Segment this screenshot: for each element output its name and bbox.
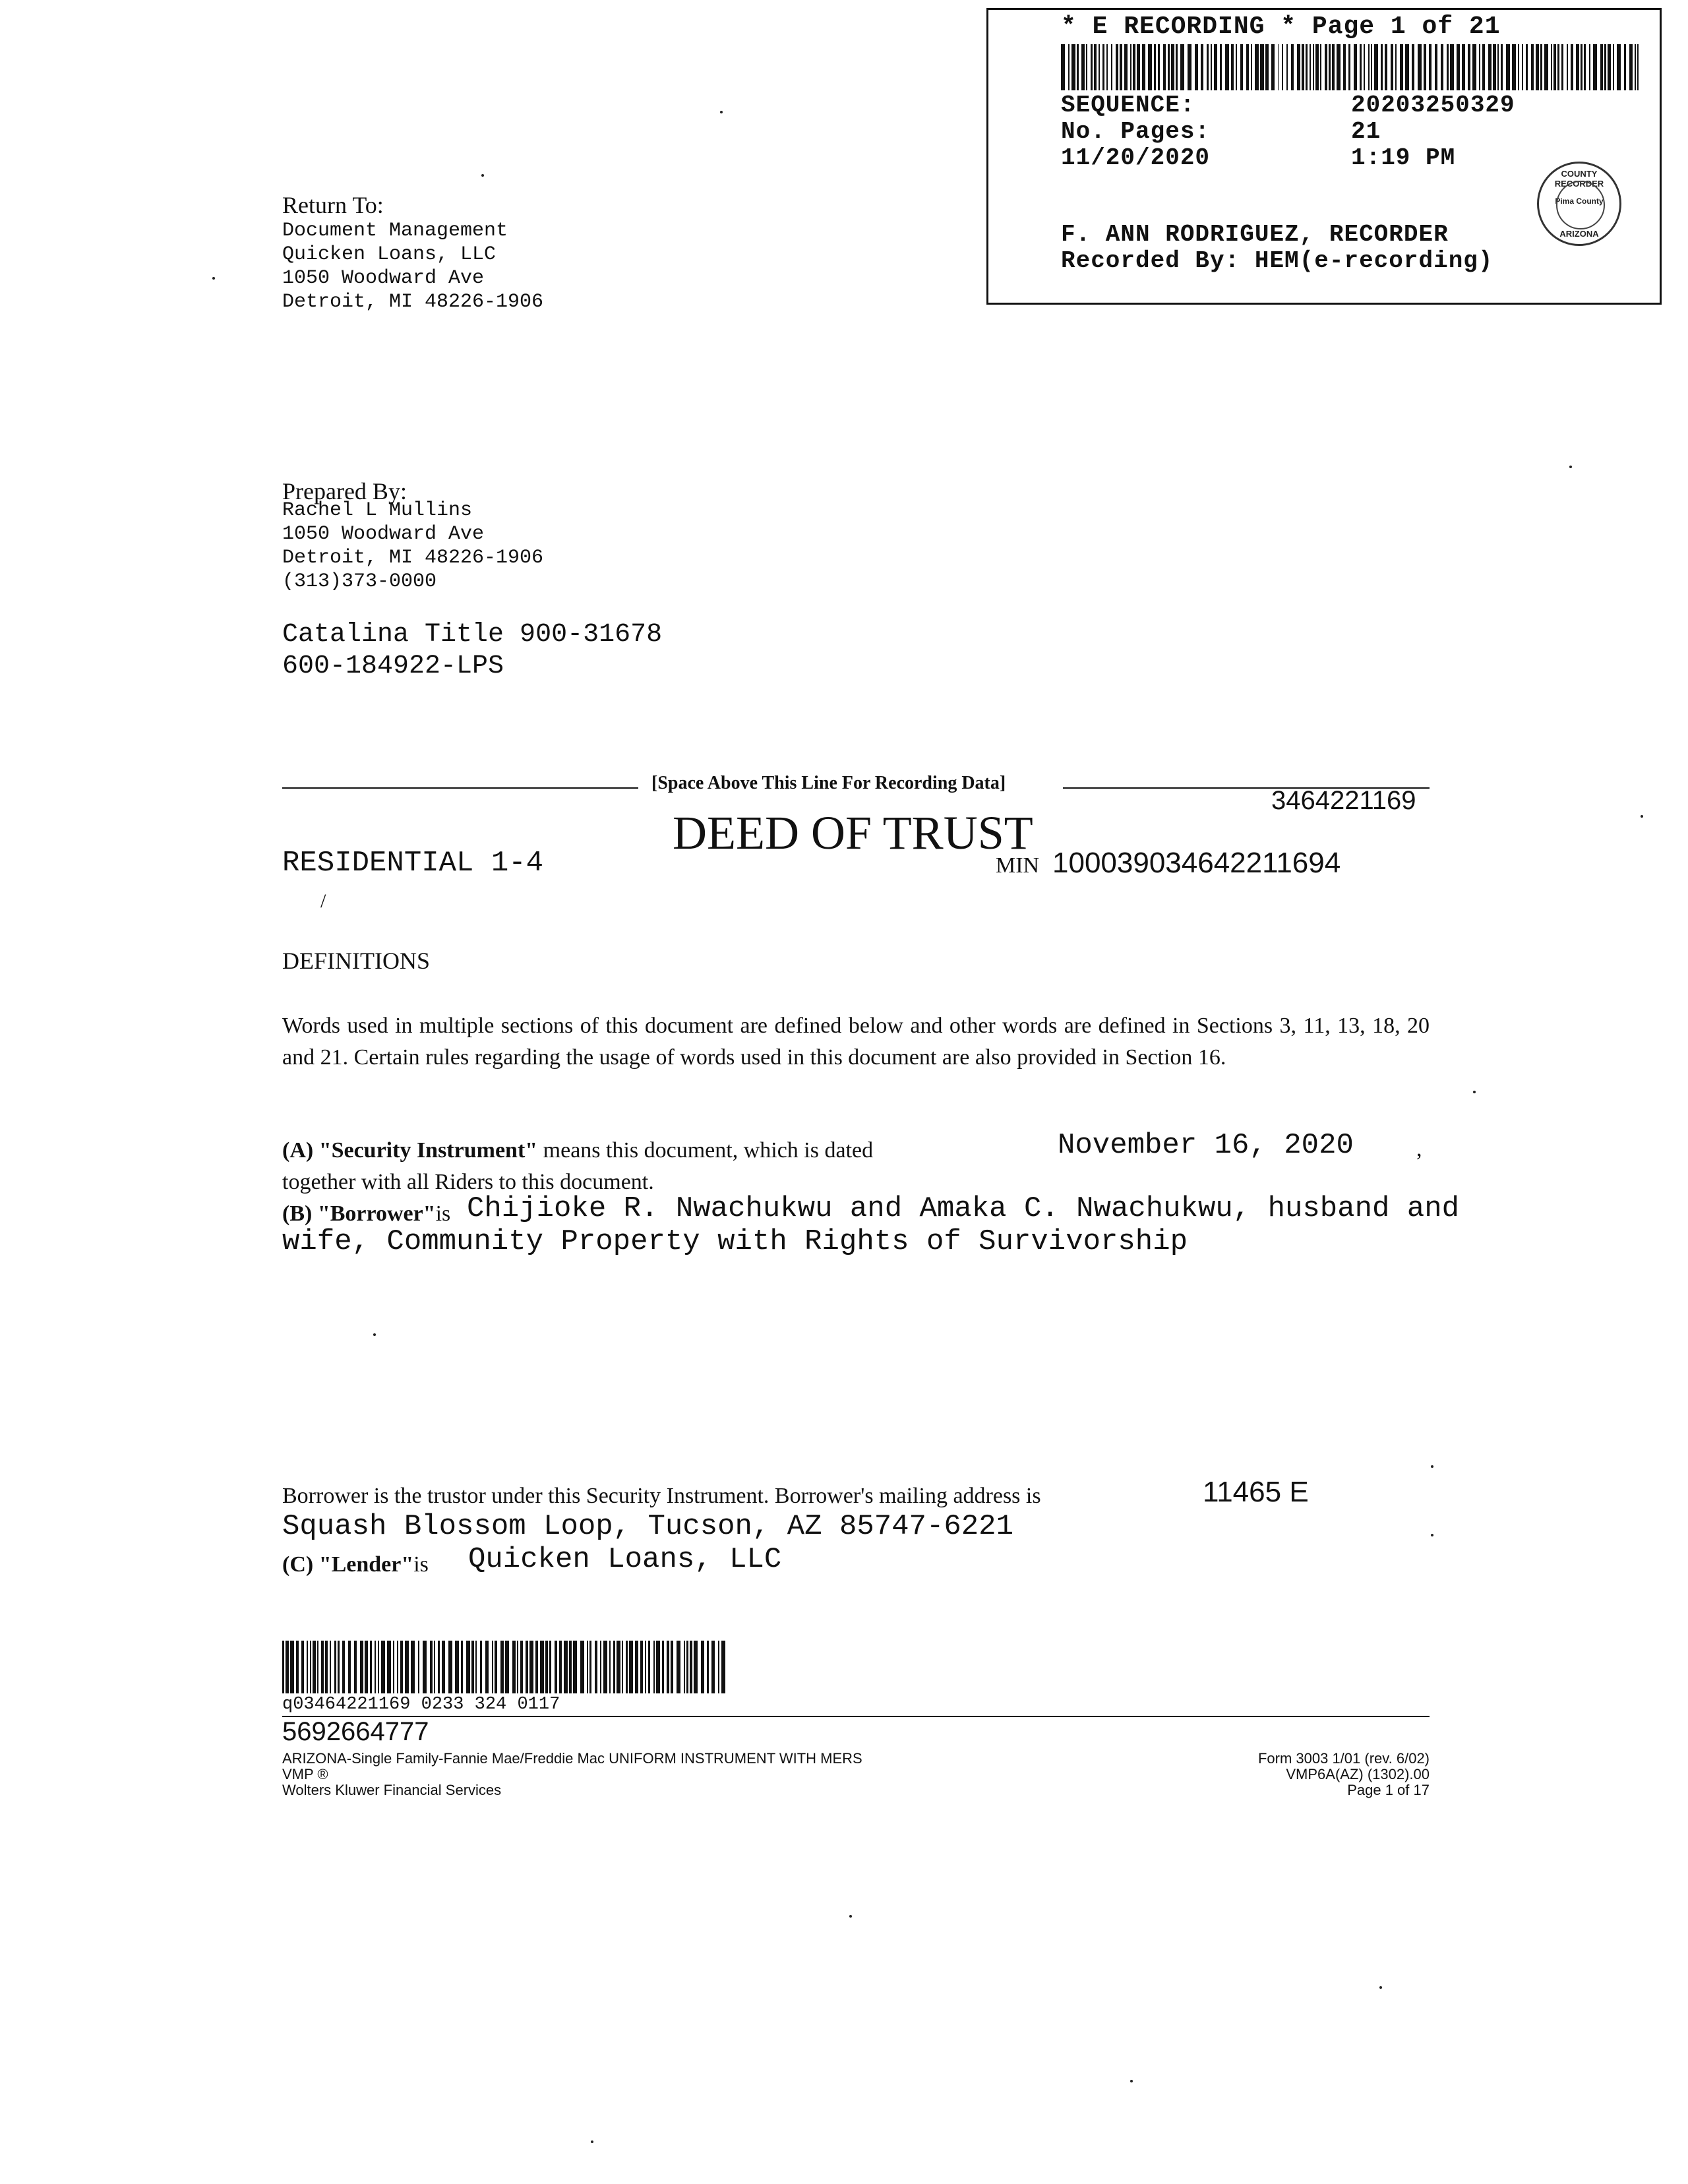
section-a: [282, 1138, 873, 1163]
barcode-bar: [1371, 44, 1372, 90]
prepared-by-line: (313)373-0000: [282, 570, 437, 593]
barcode-bar: [397, 1641, 398, 1693]
barcode-bar: [653, 1641, 655, 1693]
barcode-bar: [686, 1641, 688, 1693]
barcode-bar: [1482, 44, 1485, 90]
barcode-bar: [595, 1641, 597, 1693]
barcode-bar: [296, 1641, 299, 1693]
barcode-bar: [1142, 44, 1145, 90]
barcode-bar: [1472, 44, 1476, 90]
footer-rule: [282, 1716, 1430, 1717]
barcode-bar: [545, 1641, 548, 1693]
barcode-bar: [1567, 44, 1568, 90]
barcode-bar: [1553, 44, 1556, 90]
barcode-bar: [1282, 44, 1283, 90]
barcode-bar: [1320, 44, 1321, 90]
barcode-bar: [471, 1641, 474, 1693]
barcode-bar: [707, 1641, 709, 1693]
barcode-bar: [1544, 44, 1548, 90]
barcode-bar: [317, 1641, 318, 1693]
section-b-prefix: (B): [282, 1201, 318, 1226]
barcode-bar: [609, 1641, 611, 1693]
section-b-is: is: [435, 1201, 451, 1226]
barcode-bar: [1412, 44, 1414, 90]
recording-header: * E RECORDING * Page 1 of 21: [1061, 13, 1501, 41]
scan-speck: [1379, 1986, 1382, 1989]
barcode-bar: [1154, 44, 1156, 90]
barcode-bar: [1531, 44, 1534, 90]
footer-vmp-code: VMP6A(AZ) (1302).00: [1286, 1766, 1430, 1782]
scan-speck: [1473, 1091, 1476, 1093]
barcode-bar: [365, 1641, 368, 1693]
section-c-prefix: (C): [282, 1552, 319, 1577]
barcode-bar: [1364, 44, 1365, 90]
barcode-bar: [1395, 44, 1397, 90]
barcode-bar: [475, 1641, 477, 1693]
barcode-bar: [1540, 44, 1542, 90]
scan-speck: [1431, 1534, 1433, 1536]
residential-type: RESIDENTIAL 1-4: [282, 847, 544, 880]
barcode-bar: [1188, 44, 1191, 90]
borrower-name-line-1: Chijioke R. Nwachukwu and Amaka C. Nwachukwu, husband and: [467, 1192, 1460, 1225]
barcode-bar: [1220, 44, 1222, 90]
barcode-bar: [438, 1641, 440, 1693]
barcode-bar: [1313, 44, 1314, 90]
barcode-bar: [1522, 44, 1523, 90]
barcode-bar: [411, 1641, 415, 1693]
barcode-bar: [1106, 44, 1108, 90]
barcode-bar: [1617, 44, 1621, 90]
barcode-bar: [310, 1641, 311, 1693]
barcode-bar: [360, 1641, 363, 1693]
barcode-bar: [381, 1641, 385, 1693]
barcode-bar: [667, 1641, 669, 1693]
barcode-bar: [1593, 44, 1597, 90]
barcode-bar: [1576, 44, 1580, 90]
barcode-bar: [1081, 44, 1085, 90]
barcode-bar: [321, 1641, 324, 1693]
barcode-bar: [1368, 44, 1370, 90]
return-to-line: Document Management: [282, 220, 508, 242]
barcode-bar: [559, 1641, 562, 1693]
prepared-by-heading: Prepared By:: [282, 478, 407, 504]
barcode-bar: [461, 1641, 463, 1693]
barcode-bar: [1278, 44, 1279, 90]
recorded-by: Recorded By: HEM(e-recording): [1061, 247, 1493, 274]
barcode-bar: [1613, 44, 1614, 90]
barcode-bar: [662, 1641, 664, 1693]
scan-speck: [849, 1915, 852, 1918]
recording-date: 11/20/2020: [1061, 144, 1211, 171]
barcode-bar: [1497, 44, 1499, 90]
barcode-bar: [564, 1641, 568, 1693]
barcode-bar: [1148, 44, 1152, 90]
scan-speck: [720, 111, 723, 113]
return-to-line: 1050 Woodward Ave: [282, 267, 485, 289]
section-a-text: means this document, which is dated: [537, 1138, 874, 1163]
barcode-bar: [1424, 44, 1426, 90]
barcode-bar: [701, 1641, 704, 1693]
doc-title: DEED OF TRUST: [673, 806, 1033, 859]
barcode-bar: [1201, 44, 1203, 90]
scan-speck: [212, 277, 215, 280]
pages-value: 21: [1351, 118, 1381, 145]
barcode-bar: [418, 1641, 419, 1693]
barcode-bar: [555, 1641, 557, 1693]
barcode-bar: [1337, 44, 1341, 90]
barcode-bar: [290, 1641, 294, 1693]
barcode-bar: [387, 1641, 391, 1693]
barcode-bar: [1116, 44, 1118, 90]
barcode-text: q03464221169 0233 324 0117: [282, 1695, 560, 1714]
footer-form-desc: ARIZONA-Single Family-Fannie Mae/Freddie Mac UNIFORM INSTRUMENT WITH MERS: [282, 1750, 862, 1767]
barcode-bar: [485, 1641, 489, 1693]
barcode-bar: [635, 1641, 638, 1693]
barcode-bar: [1180, 44, 1184, 90]
barcode-bar: [1551, 44, 1552, 90]
barcode-bar: [1306, 44, 1308, 90]
barcode-bar: [1400, 44, 1403, 90]
definitions-heading: DEFINITIONS: [282, 948, 430, 974]
barcode-bar: [1381, 44, 1383, 90]
barcode-bar: [1302, 44, 1304, 90]
security-instrument-date: November 16, 2020: [1058, 1129, 1354, 1162]
barcode-bar: [1405, 44, 1409, 90]
min-label: MIN: [996, 853, 1040, 878]
barcode-bar: [1450, 44, 1454, 90]
barcode-bar: [1512, 44, 1516, 90]
barcode-bar: [1608, 44, 1611, 90]
definitions-intro: Words used in multiple sections of this document are defined below and other words are defined in Sections 3, 11, 13, 18, 20 and 21. Certain rules regarding the usage of words used in this document are also provided in Section 16.: [282, 1014, 1430, 1070]
barcode-bar: [1211, 44, 1212, 90]
barcode-bar: [684, 1641, 685, 1693]
barcode-bar: [1195, 44, 1198, 90]
footer-page-number: Page 1 of 17: [1347, 1782, 1430, 1798]
barcode-bar: [1071, 44, 1075, 90]
barcode-bar: [1354, 44, 1357, 90]
barcode-bar: [1329, 44, 1331, 90]
barcode-bar: [569, 1641, 572, 1693]
barcode-bar: [603, 1641, 607, 1693]
barcode-bar: [1637, 44, 1639, 90]
barcode-bar: [517, 1641, 518, 1693]
barcode-bar: [1506, 44, 1510, 90]
barcode-bar: [1176, 44, 1178, 90]
barcode-bar: [423, 1641, 427, 1693]
barcode-bar: [1385, 44, 1387, 90]
barcode-bar: [526, 1641, 528, 1693]
loan-number: 3464221169: [1271, 786, 1416, 815]
barcode-bar: [1137, 44, 1141, 90]
barcode-bar: [307, 1641, 308, 1693]
section-c-term: "Lender": [318, 1552, 414, 1577]
barcode-bar: [354, 1641, 357, 1693]
barcode-bar: [430, 1641, 433, 1693]
barcode-bar: [1225, 44, 1229, 90]
section-c-label: [282, 1552, 429, 1577]
barcode-bar: [1068, 44, 1070, 90]
section-a-term: "Security Instrument": [318, 1138, 538, 1163]
barcode-bar: [1447, 44, 1449, 90]
return-to-line: Detroit, MI 48226-1906: [282, 291, 544, 313]
barcode-bar: [1501, 44, 1503, 90]
barcode-bar: [1457, 44, 1460, 90]
barcode-bar: [1518, 44, 1519, 90]
barcode-bar: [721, 1641, 725, 1693]
barcode-bar: [1286, 44, 1288, 90]
barcode-bar: [677, 1641, 680, 1693]
recording-line-label: [Space Above This Line For Recording Data]: [651, 773, 1006, 793]
barcode-bar: [520, 1641, 523, 1693]
barcode-bar: [1360, 44, 1362, 90]
barcode-bar: [617, 1641, 620, 1693]
prepared-by-line: 1050 Woodward Ave: [282, 523, 485, 545]
barcode-bar: [405, 1641, 409, 1693]
barcode-bar: [505, 1641, 509, 1693]
barcode-bar: [1124, 44, 1128, 90]
barcode-bar: [512, 1641, 516, 1693]
barcode-bar: [434, 1641, 435, 1693]
barcode-bar: [580, 1641, 584, 1693]
return-to-heading: Return To:: [282, 192, 384, 218]
mailing-address-line-1: 11465 E: [1203, 1476, 1309, 1508]
prepared-by-address: [282, 499, 543, 593]
footer-number: 5692664777: [282, 1717, 429, 1746]
section-a-prefix: (A): [282, 1138, 319, 1163]
barcode-bar: [1061, 44, 1065, 90]
barcode-bar: [1348, 44, 1350, 90]
barcode-bar: [342, 1641, 345, 1693]
barcode-bar: [613, 1641, 615, 1693]
barcode-bar: [1629, 44, 1633, 90]
title-ref-line-1: Catalina Title 900-31678: [282, 620, 663, 650]
barcode-bar: [330, 1641, 331, 1693]
barcode-bar: [1624, 44, 1626, 90]
barcode-bar: [400, 1641, 403, 1693]
barcode-bar: [1207, 44, 1209, 90]
scan-speck: [1569, 466, 1572, 468]
barcode-bar: [626, 1641, 628, 1693]
barcode-bar: [375, 1641, 376, 1693]
barcode-bar: [694, 1641, 698, 1693]
barcode-bar: [1214, 44, 1217, 90]
barcode-bar: [370, 1641, 372, 1693]
section-a-comma: ,: [1416, 1137, 1422, 1161]
barcode-bar: [600, 1641, 601, 1693]
barcode-bar: [589, 1641, 591, 1693]
barcode-bar: [1561, 44, 1563, 90]
barcode-bar: [1429, 44, 1432, 90]
section-a-line2: together with all Riders to this document.: [282, 1170, 654, 1194]
section-c-is: is: [413, 1552, 429, 1577]
barcode-bar: [301, 1641, 304, 1693]
barcode-bar: [495, 1641, 497, 1693]
barcode-bar: [1584, 44, 1586, 90]
barcode-bar: [1479, 44, 1480, 90]
section-b-label: [282, 1201, 450, 1227]
recording-line-left: [282, 787, 638, 789]
county-recorder-seal-icon: COUNTY RECORDER Pima County ARIZONA: [1537, 162, 1621, 246]
barcode-bar: [1251, 44, 1252, 90]
barcode-bar: [718, 1641, 719, 1693]
barcode-bar: [1332, 44, 1335, 90]
recording-time: 1:19 PM: [1351, 144, 1456, 171]
barcode-bar: [1236, 44, 1237, 90]
barcode-bar: [1297, 44, 1300, 90]
barcode-bar: [1086, 44, 1087, 90]
barcode-bar: [1094, 44, 1097, 90]
barcode-bar: [1091, 44, 1093, 90]
barcode-bar: [1255, 44, 1259, 90]
barcode-bar: [1536, 44, 1539, 90]
recording-stamp: [986, 8, 1662, 305]
borrower-name-line-2: wife, Community Property with Rights of Survivorship: [282, 1225, 1188, 1258]
scan-speck: [1641, 815, 1643, 818]
barcode-bar: [1133, 44, 1135, 90]
barcode-bar: [1557, 44, 1559, 90]
barcode-bar: [1343, 44, 1346, 90]
scan-speck: [1431, 1465, 1433, 1468]
barcode-bar: [1315, 44, 1319, 90]
document-barcode: [282, 1641, 728, 1693]
barcode-bar: [442, 1641, 445, 1693]
barcode-bar: [466, 1641, 470, 1693]
barcode-bar: [1600, 44, 1603, 90]
barcode-bar: [529, 1641, 533, 1693]
barcode-bar: [500, 1641, 504, 1693]
return-to-line: Quicken Loans, LLC: [282, 243, 497, 266]
barcode-bar: [1526, 44, 1528, 90]
barcode-bar: [1099, 44, 1100, 90]
barcode-bar: [671, 1641, 673, 1693]
barcode-bar: [480, 1641, 482, 1693]
barcode-bar: [648, 1641, 650, 1693]
barcode-bar: [313, 1641, 316, 1693]
barcode-bar: [1111, 44, 1112, 90]
min-value: 100039034642211694: [1052, 847, 1341, 879]
barcode-bar: [1604, 44, 1606, 90]
barcode-bar: [645, 1641, 646, 1693]
barcode-bar: [1468, 44, 1470, 90]
barcode-bar: [1391, 44, 1393, 90]
barcode-bar: [492, 1641, 493, 1693]
barcode-bar: [1488, 44, 1492, 90]
barcode-bar: [1168, 44, 1170, 90]
pages-label: No. Pages:: [1061, 118, 1211, 145]
scan-speck: [481, 174, 484, 177]
recording-barcode: [1061, 44, 1641, 90]
barcode-bar: [1240, 44, 1243, 90]
barcode-bar: [1130, 44, 1131, 90]
barcode-bar: [622, 1641, 623, 1693]
barcode-bar: [1077, 44, 1079, 90]
barcode-bar: [535, 1641, 538, 1693]
barcode-bar: [1441, 44, 1443, 90]
section-b-term: "Borrower": [317, 1201, 436, 1226]
sequence-value: 20203250329: [1351, 92, 1515, 119]
barcode-bar: [1418, 44, 1422, 90]
slash-mark: /: [320, 890, 326, 912]
barcode-bar: [711, 1641, 715, 1693]
scan-speck: [591, 2140, 593, 2143]
barcode-bar: [1265, 44, 1269, 90]
trustor-text: Borrower is the trustor under this Security Instrument. Borrower's mailing address is: [282, 1484, 1041, 1508]
barcode-bar: [1581, 44, 1582, 90]
barcode-bar: [540, 1641, 544, 1693]
barcode-bar: [378, 1641, 379, 1693]
barcode-bar: [1374, 44, 1378, 90]
barcode-bar: [549, 1641, 551, 1693]
barcode-bar: [334, 1641, 336, 1693]
barcode-bar: [1171, 44, 1174, 90]
barcode-bar: [1493, 44, 1496, 90]
mailing-address-line-2: Squash Blossom Loop, Tucson, AZ 85747-6221: [282, 1510, 1013, 1543]
barcode-bar: [1635, 44, 1636, 90]
lender-name: Quicken Loans, LLC: [468, 1543, 782, 1576]
barcode-bar: [1435, 44, 1437, 90]
barcode-bar: [1246, 44, 1249, 90]
barcode-bar: [393, 1641, 394, 1693]
scan-speck: [373, 1333, 376, 1336]
recorder-name: F. ANN RODRIGUEZ, RECORDER: [1061, 221, 1449, 248]
barcode-bar: [1571, 44, 1573, 90]
barcode-bar: [1310, 44, 1311, 90]
barcode-bar: [348, 1641, 351, 1693]
barcode-bar: [587, 1641, 588, 1693]
barcode-bar: [325, 1641, 328, 1693]
title-ref-line-2: 600-184922-LPS: [282, 652, 504, 681]
barcode-bar: [656, 1641, 660, 1693]
sequence-label: SEQUENCE:: [1061, 92, 1195, 119]
barcode-bar: [1325, 44, 1327, 90]
barcode-bar: [1231, 44, 1234, 90]
barcode-bar: [1158, 44, 1160, 90]
barcode-bar: [455, 1641, 459, 1693]
barcode-bar: [1291, 44, 1294, 90]
barcode-bar: [282, 1641, 284, 1693]
barcode-bar: [338, 1641, 340, 1693]
barcode-bar: [448, 1641, 452, 1693]
scan-speck: [1130, 2080, 1133, 2082]
barcode-bar: [286, 1641, 289, 1693]
footer-company: Wolters Kluwer Financial Services: [282, 1782, 502, 1798]
barcode-bar: [1163, 44, 1166, 90]
footer-vmp: VMP ®: [282, 1766, 328, 1782]
barcode-bar: [1462, 44, 1465, 90]
barcode-bar: [1271, 44, 1275, 90]
barcode-bar: [1102, 44, 1104, 90]
barcode-bar: [1260, 44, 1264, 90]
barcode-bar: [640, 1641, 643, 1693]
barcode-bar: [1120, 44, 1122, 90]
barcode-bar: [1589, 44, 1590, 90]
barcode-bar: [690, 1641, 692, 1693]
return-to-address: [282, 219, 543, 314]
prepared-by-line: Detroit, MI 48226-1906: [282, 547, 544, 569]
footer-form-number: Form 3003 1/01 (rev. 6/02): [1257, 1750, 1430, 1767]
prepared-by-line: Rachel L Mullins: [282, 499, 473, 522]
barcode-bar: [629, 1641, 633, 1693]
barcode-bar: [573, 1641, 577, 1693]
